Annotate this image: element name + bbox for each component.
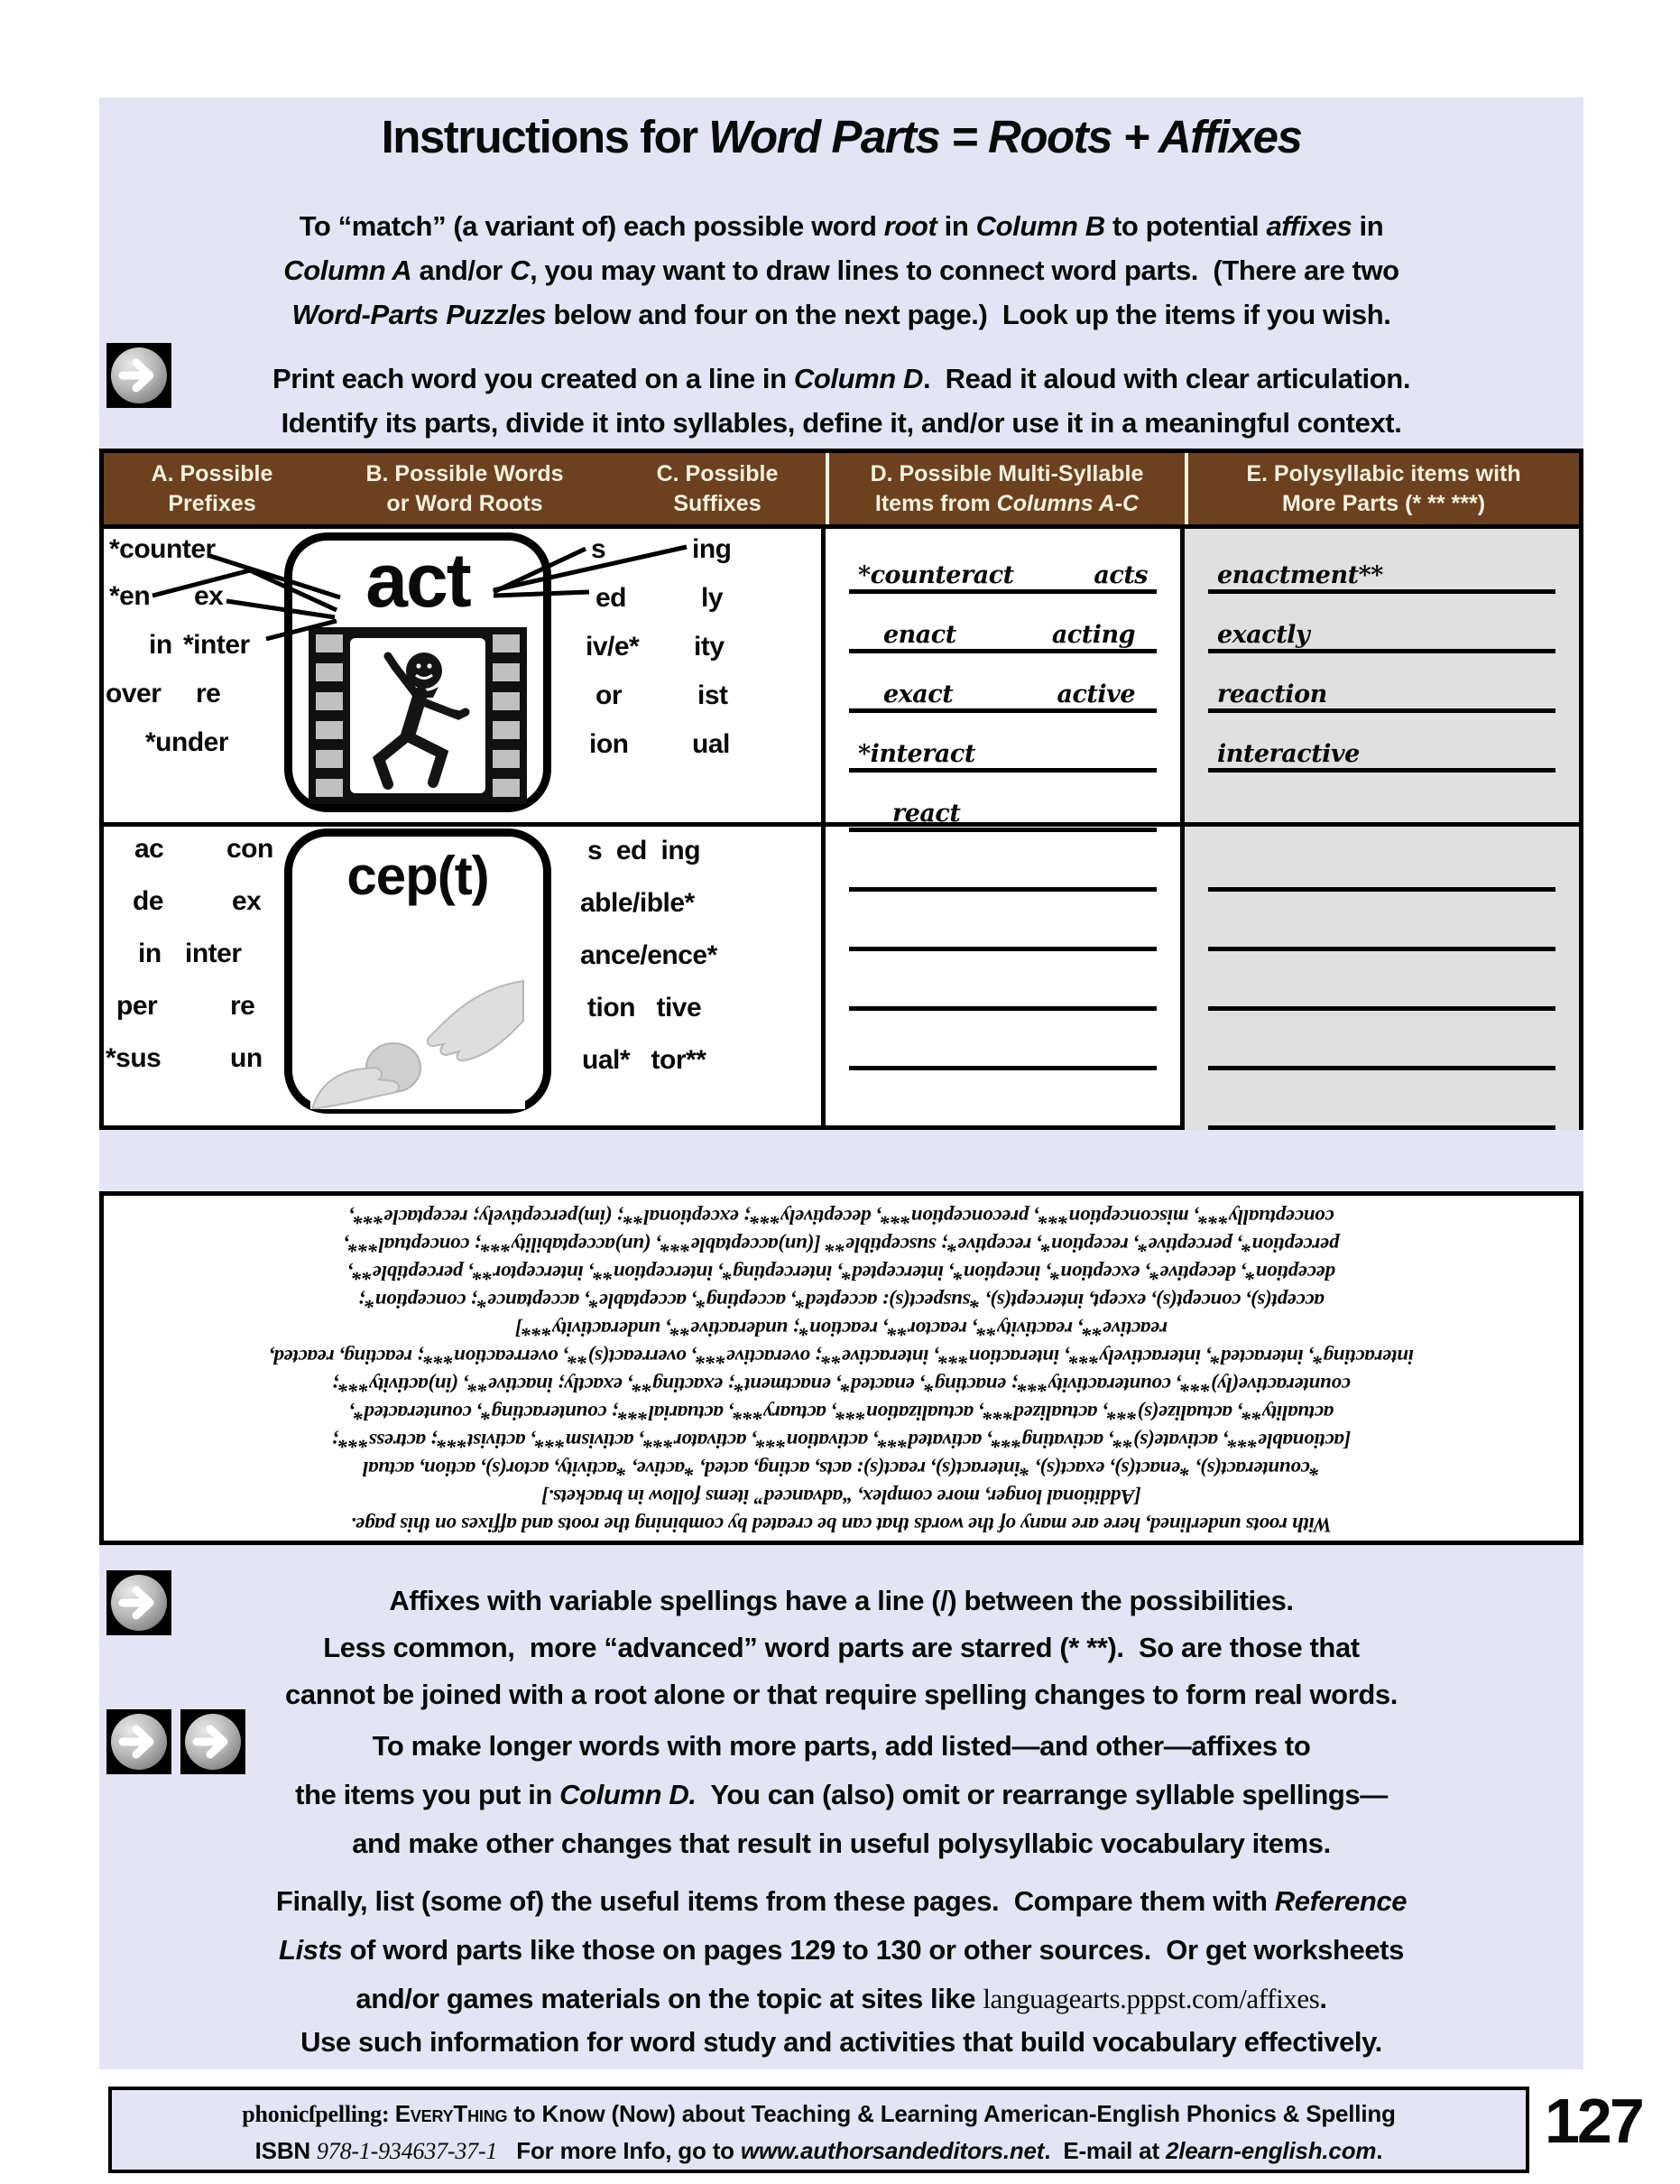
suffix-tion-tive: tion tive (587, 993, 702, 1023)
answer-line[interactable]: interactive (1208, 713, 1555, 773)
root-box-cept (284, 828, 551, 1114)
footer-citation-box (108, 2087, 1529, 2173)
prefix-sus: *sus (106, 1043, 162, 1073)
intro-p1-line3: Word-Parts Puzzles below and four on the next page.) Look up the items if you wish. (291, 299, 1391, 330)
prefix-de: de (133, 886, 164, 916)
prefix-per: per (116, 991, 158, 1021)
prefix-re2: re (230, 991, 255, 1021)
content-panel (99, 97, 1583, 2069)
prefix-con: con (226, 834, 273, 864)
suffix-ity: ity (694, 632, 725, 662)
intro-p1-line2: Column A and/or C, you may want to draw lines to connect word parts. (There are two (283, 254, 1399, 286)
header-col-c: C. Possible Suffixes (656, 460, 779, 516)
root-word-cept: cep(t) (346, 846, 489, 906)
prefix-under: *under (145, 727, 229, 757)
title-prefix: Instructions for (381, 111, 709, 162)
intro-paragraph-2 (99, 356, 1583, 445)
suffix-ual-tor: ual* tor** (582, 1045, 706, 1075)
answer-line[interactable] (1208, 1070, 1555, 1130)
suffix-ing: ing (692, 534, 732, 564)
answer-line[interactable]: exact active (849, 653, 1157, 713)
answer-line[interactable] (1208, 773, 1555, 832)
note-p5-line1: Finally, list (some of) the useful items from these pages. Compare them with Reference (275, 1885, 1408, 1917)
header-col-b: B. Possible Words or Word Roots (365, 460, 564, 516)
note-p3-line1: Affixes with variable spellings have a line (/) between the possibilities. (389, 1585, 1294, 1616)
suffix-ist: ist (697, 680, 728, 710)
answer-line[interactable]: react (849, 773, 1157, 832)
prefix-in2: in (138, 939, 162, 968)
note-p6-line1: Use such information for word study and activities that build vocabulary effectively. (300, 2026, 1382, 2058)
note-paragraph-6 (99, 2018, 1583, 2067)
note-paragraph-5 (99, 1877, 1583, 2023)
prefix-counter: *counter (109, 534, 216, 564)
intro-p1-line1: To “match” (a variant of) each possible word root in Column B to potential affixes in (299, 210, 1384, 242)
connector-lines (104, 529, 821, 819)
column-d-cept (826, 827, 1185, 1130)
answer-line[interactable] (849, 951, 1157, 1011)
answer-line[interactable] (849, 832, 1157, 892)
column-d-act (826, 529, 1185, 828)
footer-line2: ISBN 978-1-934637-37-1 For more Info, go to www.authorsandeditors.net. E-mail at 2learn-english.com. (254, 2137, 1383, 2164)
header-col-e: E. Polysyllabic items with More Parts (* ** ***) (1185, 453, 1579, 524)
suffix-ed: ed (595, 583, 627, 613)
answer-line[interactable] (849, 892, 1157, 951)
answer-line[interactable]: enactment** (1208, 534, 1555, 594)
prefix-ac: ac (134, 834, 164, 864)
column-e-act (1185, 529, 1579, 822)
prefix-inter: *inter (183, 630, 250, 660)
answer-line[interactable]: *interact (849, 713, 1157, 773)
answer-line[interactable] (1208, 1011, 1555, 1070)
puzzle-act (104, 529, 826, 822)
prefix-re: re (196, 679, 221, 708)
table-row-cept (104, 827, 1579, 1130)
answer-line[interactable] (1208, 832, 1555, 892)
suffix-s: s (591, 534, 606, 564)
answer-line[interactable] (1208, 892, 1555, 951)
answer-line[interactable]: exactly (1208, 594, 1555, 653)
note-paragraph-4 (99, 1722, 1583, 1868)
intro-p2-line2: Identify its parts, divide it into syllables, define it, and/or use it in a meaningful context. (281, 407, 1402, 439)
intro-paragraph-1 (99, 204, 1583, 337)
suffix-or: or (595, 680, 622, 710)
answer-line[interactable]: enact acting (849, 594, 1157, 653)
suffix-ual: ual (692, 729, 730, 759)
answer-key-box (99, 1191, 1583, 1545)
page-number: 127 (1545, 2086, 1642, 2156)
prefix-over: over (106, 679, 162, 708)
note-p4-line1: To make longer words with more parts, add listed—and other—affixes to (372, 1730, 1311, 1762)
suffix-ive: iv/e* (586, 632, 640, 662)
prefix-ex2: ex (232, 886, 262, 916)
footer-line1: phonicſpelling: EveryThing to Know (Now) about Teaching & Learning American-English Phonics & Spelling (242, 2100, 1396, 2127)
note-p3-line3: cannot be joined with a root alone or that require spelling changes to form real words. (285, 1679, 1398, 1710)
suffix-ly: ly (701, 583, 724, 613)
answer-line[interactable]: *counteract acts (849, 534, 1157, 594)
suffix-able-ible: able/ible* (580, 888, 695, 918)
note-p5-line3: and/or games materials on the topic at sites like languagearts.pppst.com/affixes. (355, 1983, 1327, 2014)
intro-p2-line1: Print each word you created on a line in Column D. Read it aloud with clear articulation. (272, 363, 1411, 394)
suffix-s-ed-ing: s ed ing (587, 836, 701, 865)
prefix-inter2: inter (185, 939, 242, 968)
suffix-ance-ence: ance/ence* (580, 940, 717, 970)
note-p4-line2: the items you put in Column D. You can (also) omit or rearrange syllable spellings— (295, 1779, 1388, 1810)
table-row-act (104, 529, 1579, 827)
note-p4-line3: and make other changes that result in useful polysyllabic vocabulary items. (352, 1828, 1331, 1859)
header-col-a: A. Possible Prefixes (151, 460, 273, 516)
answer-line[interactable]: reaction (1208, 653, 1555, 713)
prefix-ex: ex (194, 581, 224, 611)
suffix-ion: ion (589, 729, 629, 759)
word-parts-table (99, 449, 1583, 1130)
header-col-d: D. Possible Multi-Syllable Items from Columns A-C (826, 453, 1185, 524)
root-word-act: act (365, 538, 470, 623)
note-paragraph-3 (99, 1578, 1583, 1718)
note-p3-line2: Less common, more “advanced” word parts are starred (* **). So are those that (323, 1632, 1360, 1663)
note-p5-line2: Lists of word parts like those on pages 129 to 130 or other sources. Or get worksheets (279, 1934, 1404, 1966)
prefix-en: *en (109, 581, 151, 611)
answer-key-upside-down-text: With roots underlined, here are many of the words that can be created by combining the roots and affixes on this page. [Additional longer, more complex, “advanced” items follow in brackets.] *counteract(s), *enact(s), exact(s), *interact(s), react(s): acts, acting, acted, *active, *activity, actor(s), action, actual [actionable***, activate(s)**, activating***, activated***, activation***, activator***, activism***, activist***; actress***; actuality**, actualize(s)***, actualized***, actualization***, actuary***, actuarial***; counteracting*, counteracted*, counteractive(ly)***, counteractivity***; enacting*, enacted*, enactment*; exacting**, exactly; inactive**, (in)activity***; interacting*, interacted*, interactively***, interaction***, interactive**; overactive***, overreact(s)**, overreaction***; reacting, reacted, reactive**, reactivity**, reactor**, reaction*; underactive**, underactivity***] accept(s), concept(s), except, intercept(s), *suspect(s): accepted*, accepting*, acceptable*, acceptance*; conception*; deception*, deceptive*, exception*, inception*, intercepted*, intercepting*, interception**, interceptor**, perceptible**, perception*, perceptive*, reception*, receptive*; susceptible** [(un)acceptable***, (un)acceptability***; conceptual***, conceptually***, misconception***, preconception***, deceptively***; exceptional**; (im)perceptively; receptacle***, (269, 1206, 1414, 1536)
page-title (99, 110, 1583, 163)
prefix-in: in (149, 630, 172, 660)
title-italic: Word Parts = Roots + Affixes (708, 111, 1302, 162)
hands-passing-ball-image (310, 941, 525, 1109)
column-e-cept (1185, 827, 1579, 1130)
prefix-un: un (230, 1043, 263, 1073)
answer-line[interactable] (849, 1070, 1157, 1130)
answer-line[interactable] (1208, 951, 1555, 1011)
table-header-row (104, 453, 1579, 529)
answer-line[interactable] (849, 1011, 1157, 1070)
puzzle-cept (104, 827, 826, 1130)
